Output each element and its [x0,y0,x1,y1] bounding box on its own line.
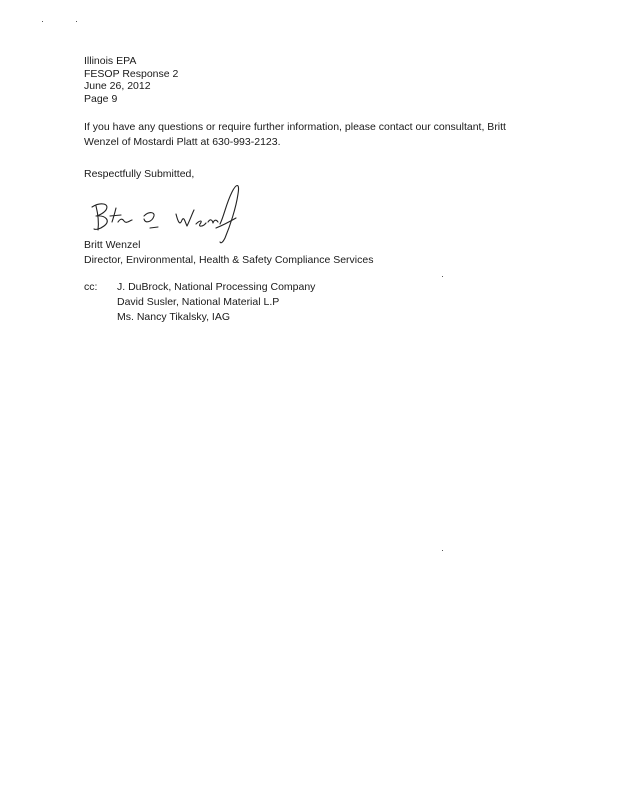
scan-speck [442,276,443,277]
body-paragraph: If you have any questions or require further information, please contact our consultant, Britt Wenzel of Mostardi Platt at 630-993-2123. [84,121,506,148]
header-date: June 26, 2012 [84,80,151,92]
header-subject: FESOP Response 2 [84,67,179,80]
scan-speck [442,550,443,551]
signer-name: Britt Wenzel [84,239,141,251]
cc-recipient-list [117,280,315,325]
header-page-number: Page 9 [84,92,118,105]
scan-speck [76,21,77,22]
header-recipient: Illinois EPA [84,55,137,67]
signer-block [84,238,373,268]
letter-header [84,55,178,105]
cc-recipient: Ms. Nancy Tikalsky, IAG [117,311,230,323]
cc-recipient: David Susler, National Material L.P [117,296,280,308]
scan-speck [42,21,43,22]
cc-recipient: J. DuBrock, National Processing Company [117,281,316,293]
closing-salutation: Respectfully Submitted, [84,168,195,180]
signer-title: Director, Environmental, Health & Safety Compliance Services [84,254,374,266]
cc-label: cc: [84,281,98,293]
